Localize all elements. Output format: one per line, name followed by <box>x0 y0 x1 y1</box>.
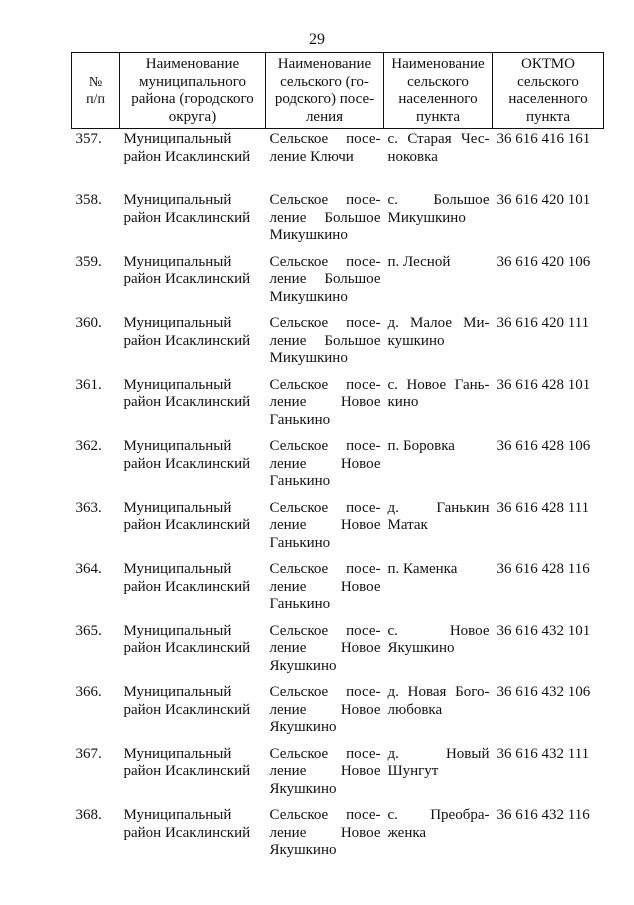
row-number: 364. <box>75 561 102 577</box>
table-row <box>72 621 604 683</box>
settlement-text-line: Сельское посе- <box>269 376 381 393</box>
header-text-line: сельского <box>517 73 579 90</box>
header-text-line: муниципального <box>138 73 247 90</box>
header-locality <box>384 53 493 129</box>
settlement-text-line: Сельское посе- <box>269 192 381 208</box>
table-row <box>72 190 604 252</box>
header-text-line: пункта <box>525 108 571 125</box>
settlement-cell <box>266 375 384 437</box>
region-text-line: район Исаклинский <box>123 332 251 349</box>
header-text-line: сельского <box>407 73 469 90</box>
region-text-line: район Исаклинский <box>123 455 251 472</box>
settlement-cell <box>266 252 384 314</box>
row-number: 362. <box>75 438 102 454</box>
locality-cell <box>384 190 493 252</box>
oktmo-cell: 36 616 428 106 <box>496 438 591 454</box>
locality-text-line: Якушкино <box>387 640 455 656</box>
settlement-text-line: Сельское посе- <box>269 622 381 639</box>
settlement-cell <box>266 498 384 560</box>
oktmo-cell: 36 616 416 161 <box>496 131 591 147</box>
locality-text-line: с. Большое <box>387 192 490 208</box>
settlement-text-line: Сельское посе- <box>269 745 381 762</box>
table-row <box>72 559 604 621</box>
oktmo-cell: 36 616 432 101 <box>496 622 591 639</box>
locality-text-line: Микушкино <box>387 209 466 226</box>
locality-text-line: с. Старая Чес- <box>387 131 490 147</box>
row-number: 358. <box>75 192 102 208</box>
region-cell <box>120 621 266 683</box>
settlement-text-line: Якушкино <box>269 842 337 858</box>
settlement-text-line: ление Большое <box>269 209 381 226</box>
oktmo-cell: 36 616 420 101 <box>496 192 591 208</box>
locality-text-line: кино <box>387 394 419 410</box>
oktmo-cell: 36 616 432 106 <box>496 684 591 700</box>
settlement-text-line: Микушкино <box>269 350 348 366</box>
region-cell <box>120 190 266 252</box>
header-text-line: района (городского <box>131 91 254 107</box>
locality-cell <box>384 252 493 314</box>
municipal-table <box>71 52 604 867</box>
header-text-line: Наименование <box>145 56 240 72</box>
table-row <box>72 805 604 867</box>
locality-text-line: п. Боровка <box>387 438 455 454</box>
row-number: 365. <box>75 622 102 639</box>
settlement-text-line: Микушкино <box>269 288 348 305</box>
row-number: 363. <box>75 499 102 516</box>
locality-text-line: д. Новая Бого- <box>387 684 490 700</box>
row-number: 357. <box>75 131 102 147</box>
settlement-cell <box>266 621 384 683</box>
settlement-text-line: ление Новое <box>269 824 381 841</box>
locality-text-line: п. Лесной <box>387 253 451 270</box>
settlement-text-line: Сельское посе- <box>269 684 381 700</box>
settlement-text-line: Ганькино <box>269 534 331 551</box>
settlement-cell <box>266 129 384 191</box>
region-cell <box>120 559 266 621</box>
row-number: 359. <box>75 253 102 270</box>
region-cell <box>120 498 266 560</box>
settlement-text-line: Сельское посе- <box>269 253 381 270</box>
settlement-text-line: Сельское посе- <box>269 315 381 331</box>
region-text-line: Муниципальный <box>123 438 232 454</box>
table-row <box>72 252 604 314</box>
table-row <box>72 682 604 744</box>
locality-text-line: ноковка <box>387 148 438 165</box>
oktmo-cell: 36 616 428 111 <box>496 499 590 516</box>
locality-text-line: д. Малое Ми- <box>387 315 490 331</box>
locality-cell <box>384 313 493 375</box>
region-text-line: район Исаклинский <box>123 394 251 410</box>
settlement-text-line: ление Новое <box>269 394 381 410</box>
locality-text-line: с. Новое Гань- <box>387 376 490 393</box>
settlement-cell <box>266 436 384 498</box>
header-oktmo <box>493 53 604 129</box>
oktmo-cell: 36 616 420 106 <box>496 253 591 270</box>
locality-cell <box>384 129 493 191</box>
header-text-line: Наименование <box>391 56 485 72</box>
region-text-line: район Исаклинский <box>123 209 251 226</box>
region-cell <box>120 805 266 867</box>
region-text-line: Муниципальный <box>123 807 232 823</box>
locality-cell <box>384 682 493 744</box>
region-text-line: Муниципальный <box>123 192 232 208</box>
region-cell <box>120 129 266 191</box>
settlement-text-line: Микушкино <box>269 227 348 243</box>
oktmo-cell: 36 616 420 111 <box>496 315 590 331</box>
header-text-line: № <box>88 75 103 90</box>
header-text-line: сельского (го- <box>280 73 369 90</box>
region-text-line: район Исаклинский <box>123 578 251 595</box>
settlement-cell <box>266 190 384 252</box>
region-cell <box>120 436 266 498</box>
settlement-text-line: Ганькино <box>269 596 331 612</box>
settlement-text-line: Ганькино <box>269 473 331 489</box>
settlement-text-line: Ганькино <box>269 411 331 428</box>
settlement-cell <box>266 744 384 806</box>
header-settlement <box>266 53 384 129</box>
settlement-text-line: Сельское посе- <box>269 438 381 454</box>
settlement-text-line: ление Новое <box>269 701 381 718</box>
row-number: 360. <box>75 315 102 331</box>
region-text-line: Муниципальный <box>123 376 232 393</box>
locality-text-line: с. Новое <box>387 622 490 639</box>
region-text-line: район Исаклинский <box>123 148 251 165</box>
settlement-text-line: ление Новое <box>269 578 381 595</box>
region-text-line: район Исаклинский <box>123 701 251 718</box>
settlement-text-line: ление Новое <box>269 640 381 656</box>
settlement-text-line: ление Новое <box>269 517 381 533</box>
region-text-line: Муниципальный <box>123 499 232 516</box>
region-text-line: Муниципальный <box>123 315 232 331</box>
header-text-line: ОКТМО <box>521 56 575 72</box>
table-row <box>72 375 604 437</box>
region-text-line: район Исаклинский <box>123 763 251 779</box>
locality-text-line: д. Ганькин <box>387 499 490 516</box>
locality-cell <box>384 621 493 683</box>
locality-text-line: Шунгут <box>387 763 439 779</box>
row-number: 368. <box>75 807 102 823</box>
region-cell <box>120 744 266 806</box>
locality-cell <box>384 744 493 806</box>
header-text-line: родского) посе- <box>274 91 375 107</box>
settlement-text-line: Якушкино <box>269 657 337 674</box>
region-text-line: район Исаклинский <box>123 824 251 841</box>
settlement-cell <box>266 313 384 375</box>
region-text-line: Муниципальный <box>123 561 232 577</box>
header-text-line: округа) <box>168 108 217 125</box>
region-text-line: район Исаклинский <box>123 640 251 656</box>
locality-cell <box>384 375 493 437</box>
settlement-text-line: ление Большое <box>269 332 381 349</box>
table-row <box>72 436 604 498</box>
row-number: 367. <box>75 745 102 762</box>
region-text-line: Муниципальный <box>123 745 232 762</box>
region-text-line: район Исаклинский <box>123 517 251 533</box>
locality-text-line: с. Преобра- <box>387 807 490 823</box>
header-text-line: населенного <box>398 91 478 107</box>
settlement-text-line: ление Новое <box>269 455 381 472</box>
locality-text-line: любовка <box>387 701 443 718</box>
locality-text-line: женка <box>387 824 427 841</box>
header-text-line: Наименование <box>277 56 372 72</box>
oktmo-cell: 36 616 432 111 <box>496 745 590 762</box>
page-number: 29 <box>309 31 325 48</box>
region-cell <box>120 682 266 744</box>
locality-cell <box>384 498 493 560</box>
region-text-line: Муниципальный <box>123 622 232 639</box>
settlement-text-line: ление Новое <box>269 763 381 779</box>
table-row <box>72 313 604 375</box>
table-body <box>72 129 604 867</box>
locality-cell <box>384 559 493 621</box>
header-text-line: ления <box>305 108 344 125</box>
region-cell <box>120 375 266 437</box>
header-text-line: пункта <box>415 108 461 125</box>
locality-cell <box>384 436 493 498</box>
locality-text-line: кушкино <box>387 332 445 349</box>
region-text-line: Муниципальный <box>123 131 232 147</box>
region-cell <box>120 252 266 314</box>
header-text-line: п/п <box>86 92 105 107</box>
table-header <box>72 53 604 129</box>
header-number <box>72 53 120 129</box>
settlement-cell <box>266 559 384 621</box>
oktmo-cell: 36 616 428 101 <box>496 376 591 393</box>
settlement-text-line: Якушкино <box>269 780 337 797</box>
region-text-line: Муниципальный <box>123 684 232 700</box>
region-cell <box>120 313 266 375</box>
oktmo-cell: 36 616 428 116 <box>496 561 590 577</box>
table-row <box>72 744 604 806</box>
locality-text-line: п. Каменка <box>387 561 458 577</box>
locality-cell <box>384 805 493 867</box>
region-text-line: район Исаклинский <box>123 271 251 287</box>
row-number: 366. <box>75 684 102 700</box>
locality-text-line: д. Новый <box>387 745 490 762</box>
locality-text-line: Матак <box>387 517 428 533</box>
settlement-text-line: Сельское посе- <box>269 131 381 147</box>
table-row <box>72 498 604 560</box>
settlement-text-line: ление Большое <box>269 271 381 287</box>
row-number: 361. <box>75 376 102 393</box>
settlement-text-line: Сельское посе- <box>269 807 381 823</box>
settlement-text-line: Сельское посе- <box>269 499 381 516</box>
settlement-cell <box>266 805 384 867</box>
region-text-line: Муниципальный <box>123 253 232 270</box>
settlement-text-line: ление Ключи <box>269 148 354 165</box>
settlement-text-line: Сельское посе- <box>269 561 381 577</box>
settlement-cell <box>266 682 384 744</box>
header-text-line: населенного <box>508 91 588 107</box>
oktmo-cell: 36 616 432 116 <box>496 807 590 823</box>
table-row <box>72 129 604 191</box>
header-region <box>120 53 266 129</box>
settlement-text-line: Якушкино <box>269 719 337 735</box>
header-row <box>72 53 604 129</box>
